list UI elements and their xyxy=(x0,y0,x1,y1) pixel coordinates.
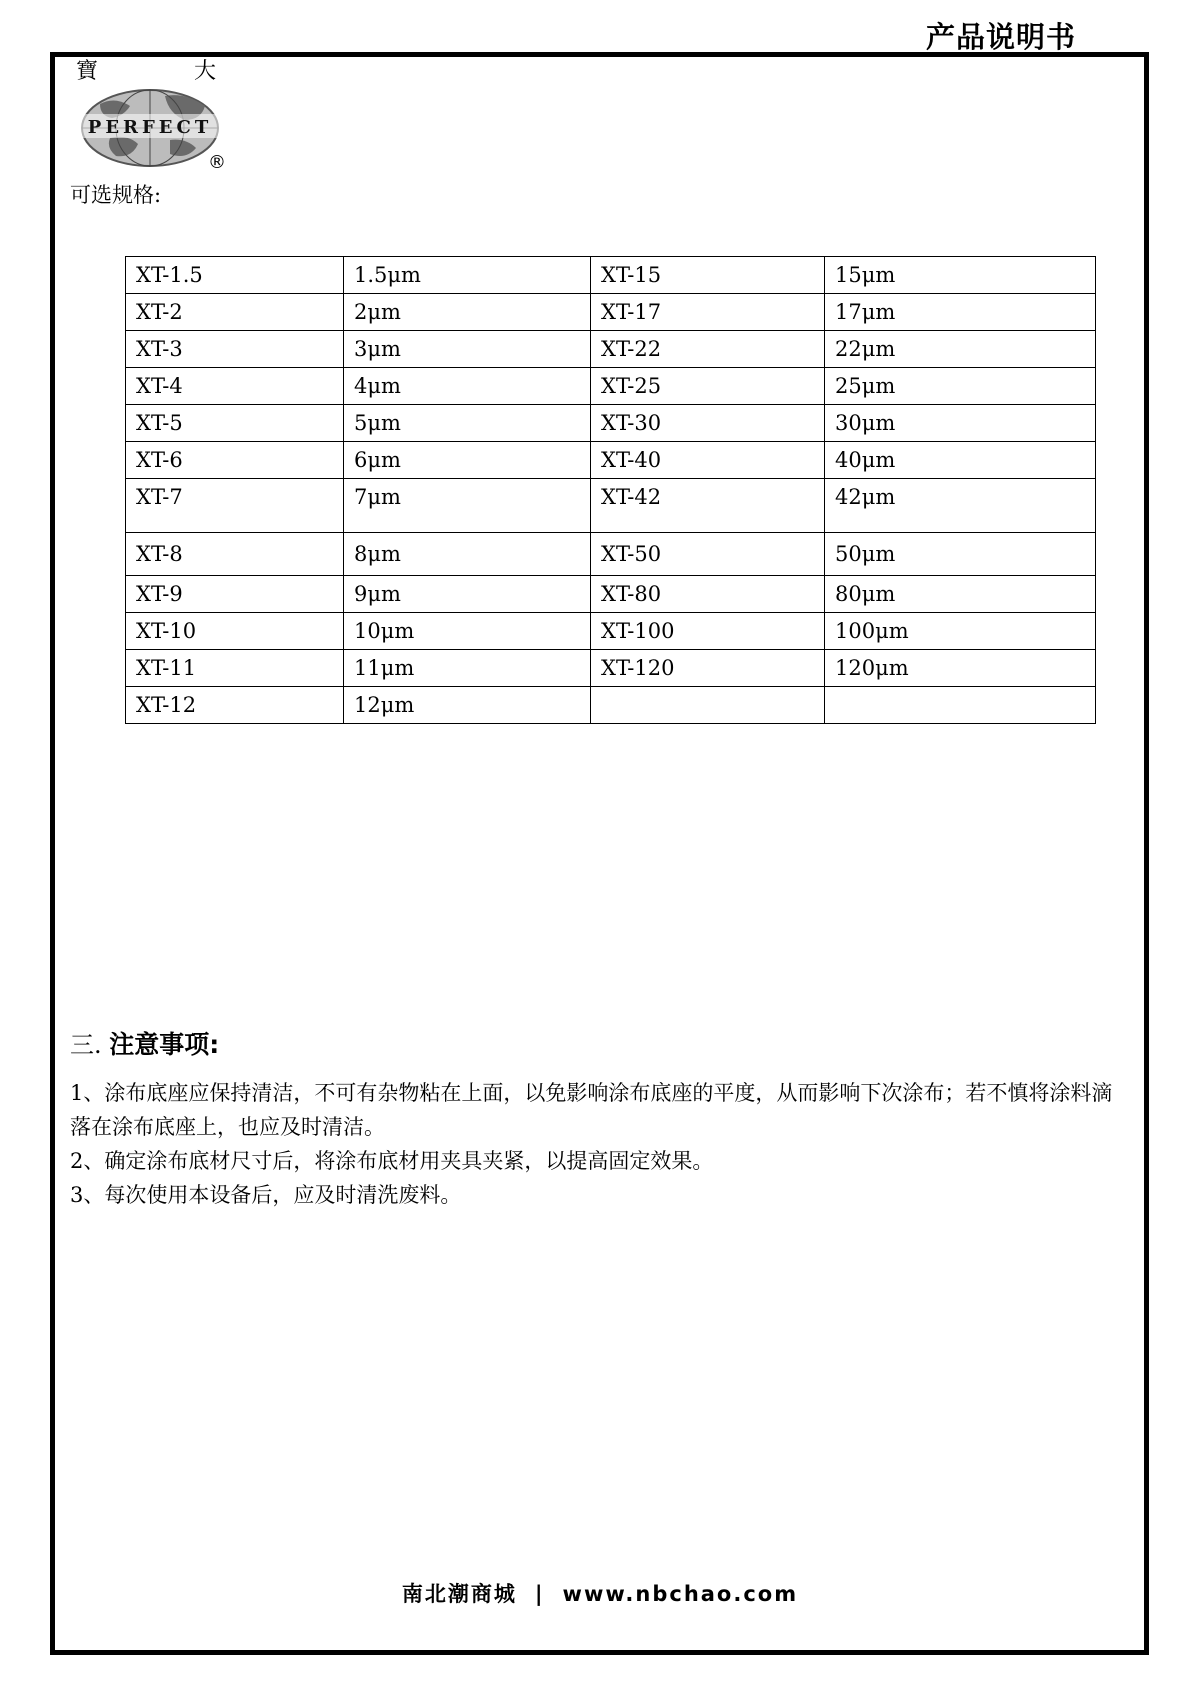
model-cell: XT-6 xyxy=(126,442,344,479)
thickness-cell: 120μm xyxy=(825,650,1096,687)
footer-separator: | xyxy=(534,1582,545,1606)
table-row xyxy=(126,613,1096,650)
table-row xyxy=(126,405,1096,442)
logo-char-left: 寶 xyxy=(76,59,99,84)
model-cell: XT-4 xyxy=(126,368,344,405)
spec-table xyxy=(125,256,1096,724)
model-cell: XT-1.5 xyxy=(126,257,344,294)
notes-list xyxy=(70,1076,1125,1212)
table-row xyxy=(126,650,1096,687)
table-row xyxy=(126,368,1096,405)
document-title: 产品说明书 xyxy=(926,20,1077,54)
thickness-cell: 40μm xyxy=(825,442,1096,479)
thickness-cell: 10μm xyxy=(344,613,591,650)
model-cell: XT-40 xyxy=(591,442,825,479)
model-cell: XT-15 xyxy=(591,257,825,294)
model-cell: XT-9 xyxy=(126,576,344,613)
thickness-cell xyxy=(825,687,1096,724)
section-title: 注意事项: xyxy=(109,1030,220,1059)
thickness-cell: 22μm xyxy=(825,331,1096,368)
thickness-cell: 25μm xyxy=(825,368,1096,405)
table-row xyxy=(126,576,1096,613)
footer-url[interactable]: www.nbchao.com xyxy=(562,1582,799,1606)
logo-char-right: 大 xyxy=(194,59,217,84)
thickness-cell: 2μm xyxy=(344,294,591,331)
thickness-cell: 4μm xyxy=(344,368,591,405)
thickness-cell: 3μm xyxy=(344,331,591,368)
thickness-cell: 11μm xyxy=(344,650,591,687)
perfect-logo xyxy=(70,56,230,170)
table-row xyxy=(126,479,1096,533)
thickness-cell: 1.5μm xyxy=(344,257,591,294)
table-row xyxy=(126,331,1096,368)
note-item: 2、确定涂布底材尺寸后，将涂布底材用夹具夹紧，以提高固定效果。 xyxy=(70,1149,714,1173)
thickness-cell: 30μm xyxy=(825,405,1096,442)
thickness-cell: 6μm xyxy=(344,442,591,479)
thickness-cell: 12μm xyxy=(344,687,591,724)
model-cell: XT-12 xyxy=(126,687,344,724)
logo-brand-text: PERFECT xyxy=(87,117,213,138)
section-heading xyxy=(70,1028,219,1062)
footer-site-name: 南北潮商城 xyxy=(401,1582,517,1606)
thickness-cell: 17μm xyxy=(825,294,1096,331)
thickness-cell: 15μm xyxy=(825,257,1096,294)
table-row xyxy=(126,294,1096,331)
model-cell: XT-5 xyxy=(126,405,344,442)
note-item: 3、每次使用本设备后，应及时清洗废料。 xyxy=(70,1183,462,1207)
model-cell xyxy=(591,687,825,724)
model-cell: XT-10 xyxy=(126,613,344,650)
model-cell: XT-22 xyxy=(591,331,825,368)
thickness-cell: 80μm xyxy=(825,576,1096,613)
thickness-cell: 9μm xyxy=(344,576,591,613)
table-row xyxy=(126,687,1096,724)
model-cell: XT-80 xyxy=(591,576,825,613)
table-row xyxy=(126,257,1096,294)
section-number: 三. xyxy=(70,1031,102,1059)
model-cell: XT-30 xyxy=(591,405,825,442)
thickness-cell: 7μm xyxy=(344,479,591,533)
thickness-cell: 100μm xyxy=(825,613,1096,650)
thickness-cell: 5μm xyxy=(344,405,591,442)
thickness-cell: 50μm xyxy=(825,533,1096,576)
note-item: 1、涂布底座应保持清洁，不可有杂物粘在上面，以免影响涂布底座的平度，从而影响下次涂布；若不慎将涂料滴落在涂布底座上，也应及时清洁。 xyxy=(70,1081,1113,1139)
model-cell: XT-7 xyxy=(126,479,344,533)
thickness-cell: 8μm xyxy=(344,533,591,576)
model-cell: XT-3 xyxy=(126,331,344,368)
registered-mark: ® xyxy=(208,152,226,170)
model-cell: XT-100 xyxy=(591,613,825,650)
model-cell: XT-17 xyxy=(591,294,825,331)
footer xyxy=(0,1578,1200,1608)
model-cell: XT-50 xyxy=(591,533,825,576)
model-cell: XT-11 xyxy=(126,650,344,687)
thickness-cell: 42μm xyxy=(825,479,1096,533)
table-row xyxy=(126,442,1096,479)
model-cell: XT-25 xyxy=(591,368,825,405)
spec-label: 可选规格: xyxy=(70,183,162,207)
model-cell: XT-8 xyxy=(126,533,344,576)
table-row xyxy=(126,533,1096,576)
model-cell: XT-2 xyxy=(126,294,344,331)
model-cell: XT-120 xyxy=(591,650,825,687)
model-cell: XT-42 xyxy=(591,479,825,533)
